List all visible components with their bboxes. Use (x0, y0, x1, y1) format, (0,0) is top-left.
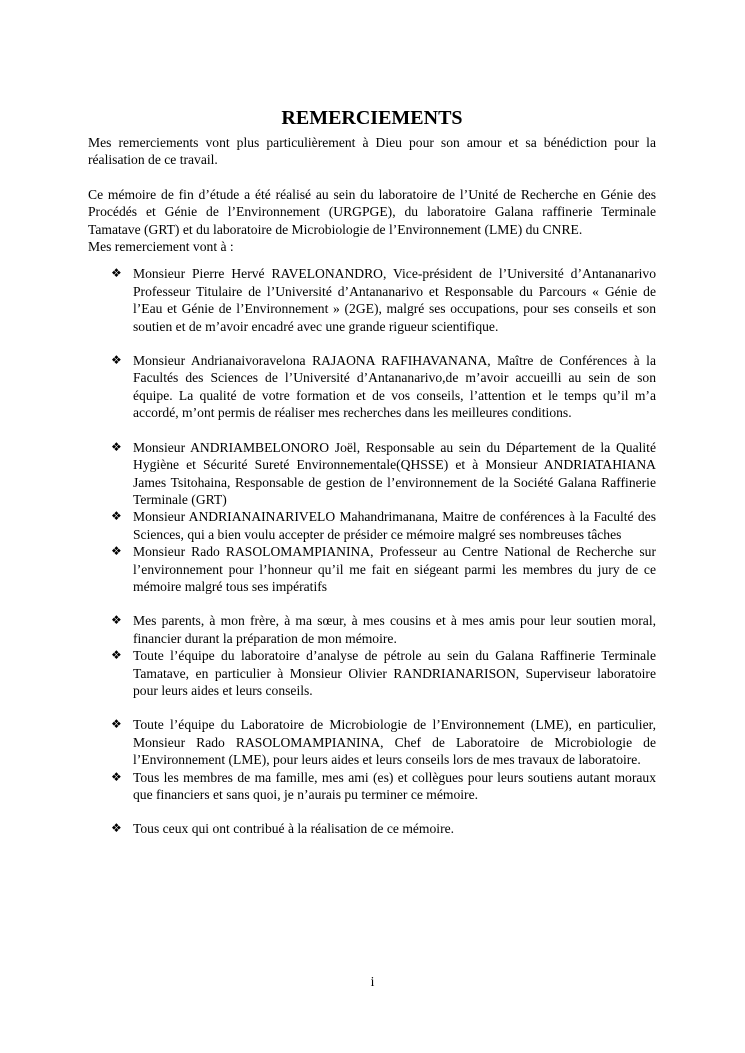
intro-paragraph: Mes remerciements vont plus particulièrement à Dieu pour son amour et sa bénédiction pour la réalisation de ce travail. (88, 135, 656, 168)
diamond-bullet-icon: ❖ (111, 613, 122, 628)
list-item-text: Monsieur Pierre Hervé RAVELONANDRO, Vice-président de l’Université d’Antananarivo Professeur Titulaire de l’Université d’Antananarivo et Responsable du Parcours « Génie de l’Eau et Génie de l’Environnement » (2GE), malgré ses occupations, pour ses conseils et son soutien et de m’avoir encadré avec une grande rigueur scientifique. (133, 266, 656, 334)
list-item (88, 820, 656, 837)
list-item (88, 612, 656, 647)
spacer (88, 422, 656, 439)
list-item (88, 769, 656, 804)
page-number: i (370, 974, 375, 989)
diamond-bullet-icon: ❖ (111, 439, 122, 454)
diamond-bullet-icon: ❖ (111, 509, 122, 524)
spacer (88, 255, 656, 265)
spacer (88, 335, 656, 352)
diamond-bullet-icon: ❖ (111, 769, 122, 784)
diamond-bullet-icon: ❖ (111, 544, 122, 559)
list-item-text: Monsieur ANDRIANAINARIVELO Mahandrimanana, Maitre de conférences à la Faculté des Sciences, qui a bien voulu accepter de présider ce mémoire malgré ses nombreuses tâches (133, 509, 656, 542)
page-title: REMERCIEMENTS (281, 107, 463, 129)
diamond-bullet-icon: ❖ (111, 821, 122, 836)
spacer (88, 699, 656, 716)
list-item-text: Mes parents, à mon frère, à ma sœur, à mes cousins et à mes amis pour leur soutien moral, financier durant la préparation de mon mémoire. (133, 613, 656, 646)
list-item (88, 543, 656, 595)
diamond-bullet-icon: ❖ (111, 717, 122, 732)
list-item-text: Monsieur ANDRIAMBELONORO Joël, Responsable au sein du Département de la Qualité Hygiène et Sécurité Sureté Environnementale(QHSSE) et à Monsieur ANDRIATAHIANA James Tsitohaina, Responsable de gestion de l’environnement de la Société Galana Raffinerie Terminale (GRT) (133, 439, 656, 507)
page-content (88, 106, 656, 838)
list-item-text: Monsieur Rado RASOLOMAMPIANINA, Professeur au Centre National de Recherche sur l’environnement pour l’honneur qu’il me fait en siégeant parmi les membres du jury de ce mémoire malgré tous ses impératifs (133, 544, 656, 594)
list-item-text: Tous ceux qui ont contribué à la réalisation de ce mémoire. (133, 821, 455, 837)
spacer (88, 169, 656, 186)
acknowledgement-list (88, 265, 656, 837)
list-item (88, 716, 656, 768)
list-item-text: Monsieur Andrianaivoravelona RAJAONA RAFIHAVANANA, Maître de Conférences à la Facultés des Sciences de l’Université d’Antananarivo,de m’avoir accueilli au sein de son équipe. La qualité de votre formation et de vos conseils, l’attention et le temps qu’il m’a accordé, m’ont permis de réaliser mes recherches dans les meilleures conditions. (133, 353, 656, 421)
list-item-text: Toute l’équipe du laboratoire d’analyse de pétrole au sein du Galana Raffinerie Terminale Tamatave, en particulier à Monsieur Olivier RANDRIANARISON, Superviseur laboratoire pour leurs aides et leurs conseils. (133, 648, 656, 698)
diamond-bullet-icon: ❖ (111, 648, 122, 663)
lead-in: Mes remerciement vont à : (88, 239, 234, 255)
list-item (88, 439, 656, 509)
list-item (88, 647, 656, 699)
list-item (88, 352, 656, 422)
list-item (88, 508, 656, 543)
spacer (88, 803, 656, 820)
list-item-text: Toute l’équipe du Laboratoire de Microbiologie de l’Environnement (LME), en particulier, Monsieur Rado RASOLOMAMPIANINA, Chef de Laboratoire de Microbiologie de l’Environnement (LME), pour leurs aides et leurs conseils lors de mes travaux de laboratoire. (133, 717, 656, 768)
context-paragraph: Ce mémoire de fin d’étude a été réalisé au sein du laboratoire de l’Unité de Recherche en Génie des Procédés et Génie de l’Environnement (URGPGE), du laboratoire Galana raffinerie Terminale Tamatave (GRT) et du laboratoire de Microbiologie de l’Environnement (LME) du CNRE. (88, 186, 656, 237)
list-item (88, 265, 656, 335)
spacer (88, 595, 656, 612)
list-item-text: Tous les membres de ma famille, mes ami (es) et collègues pour leurs soutiens autant moraux que financiers et sans quoi, je n’aurais pu terminer ce mémoire. (133, 769, 656, 802)
diamond-bullet-icon: ❖ (111, 353, 122, 368)
diamond-bullet-icon: ❖ (111, 266, 122, 281)
